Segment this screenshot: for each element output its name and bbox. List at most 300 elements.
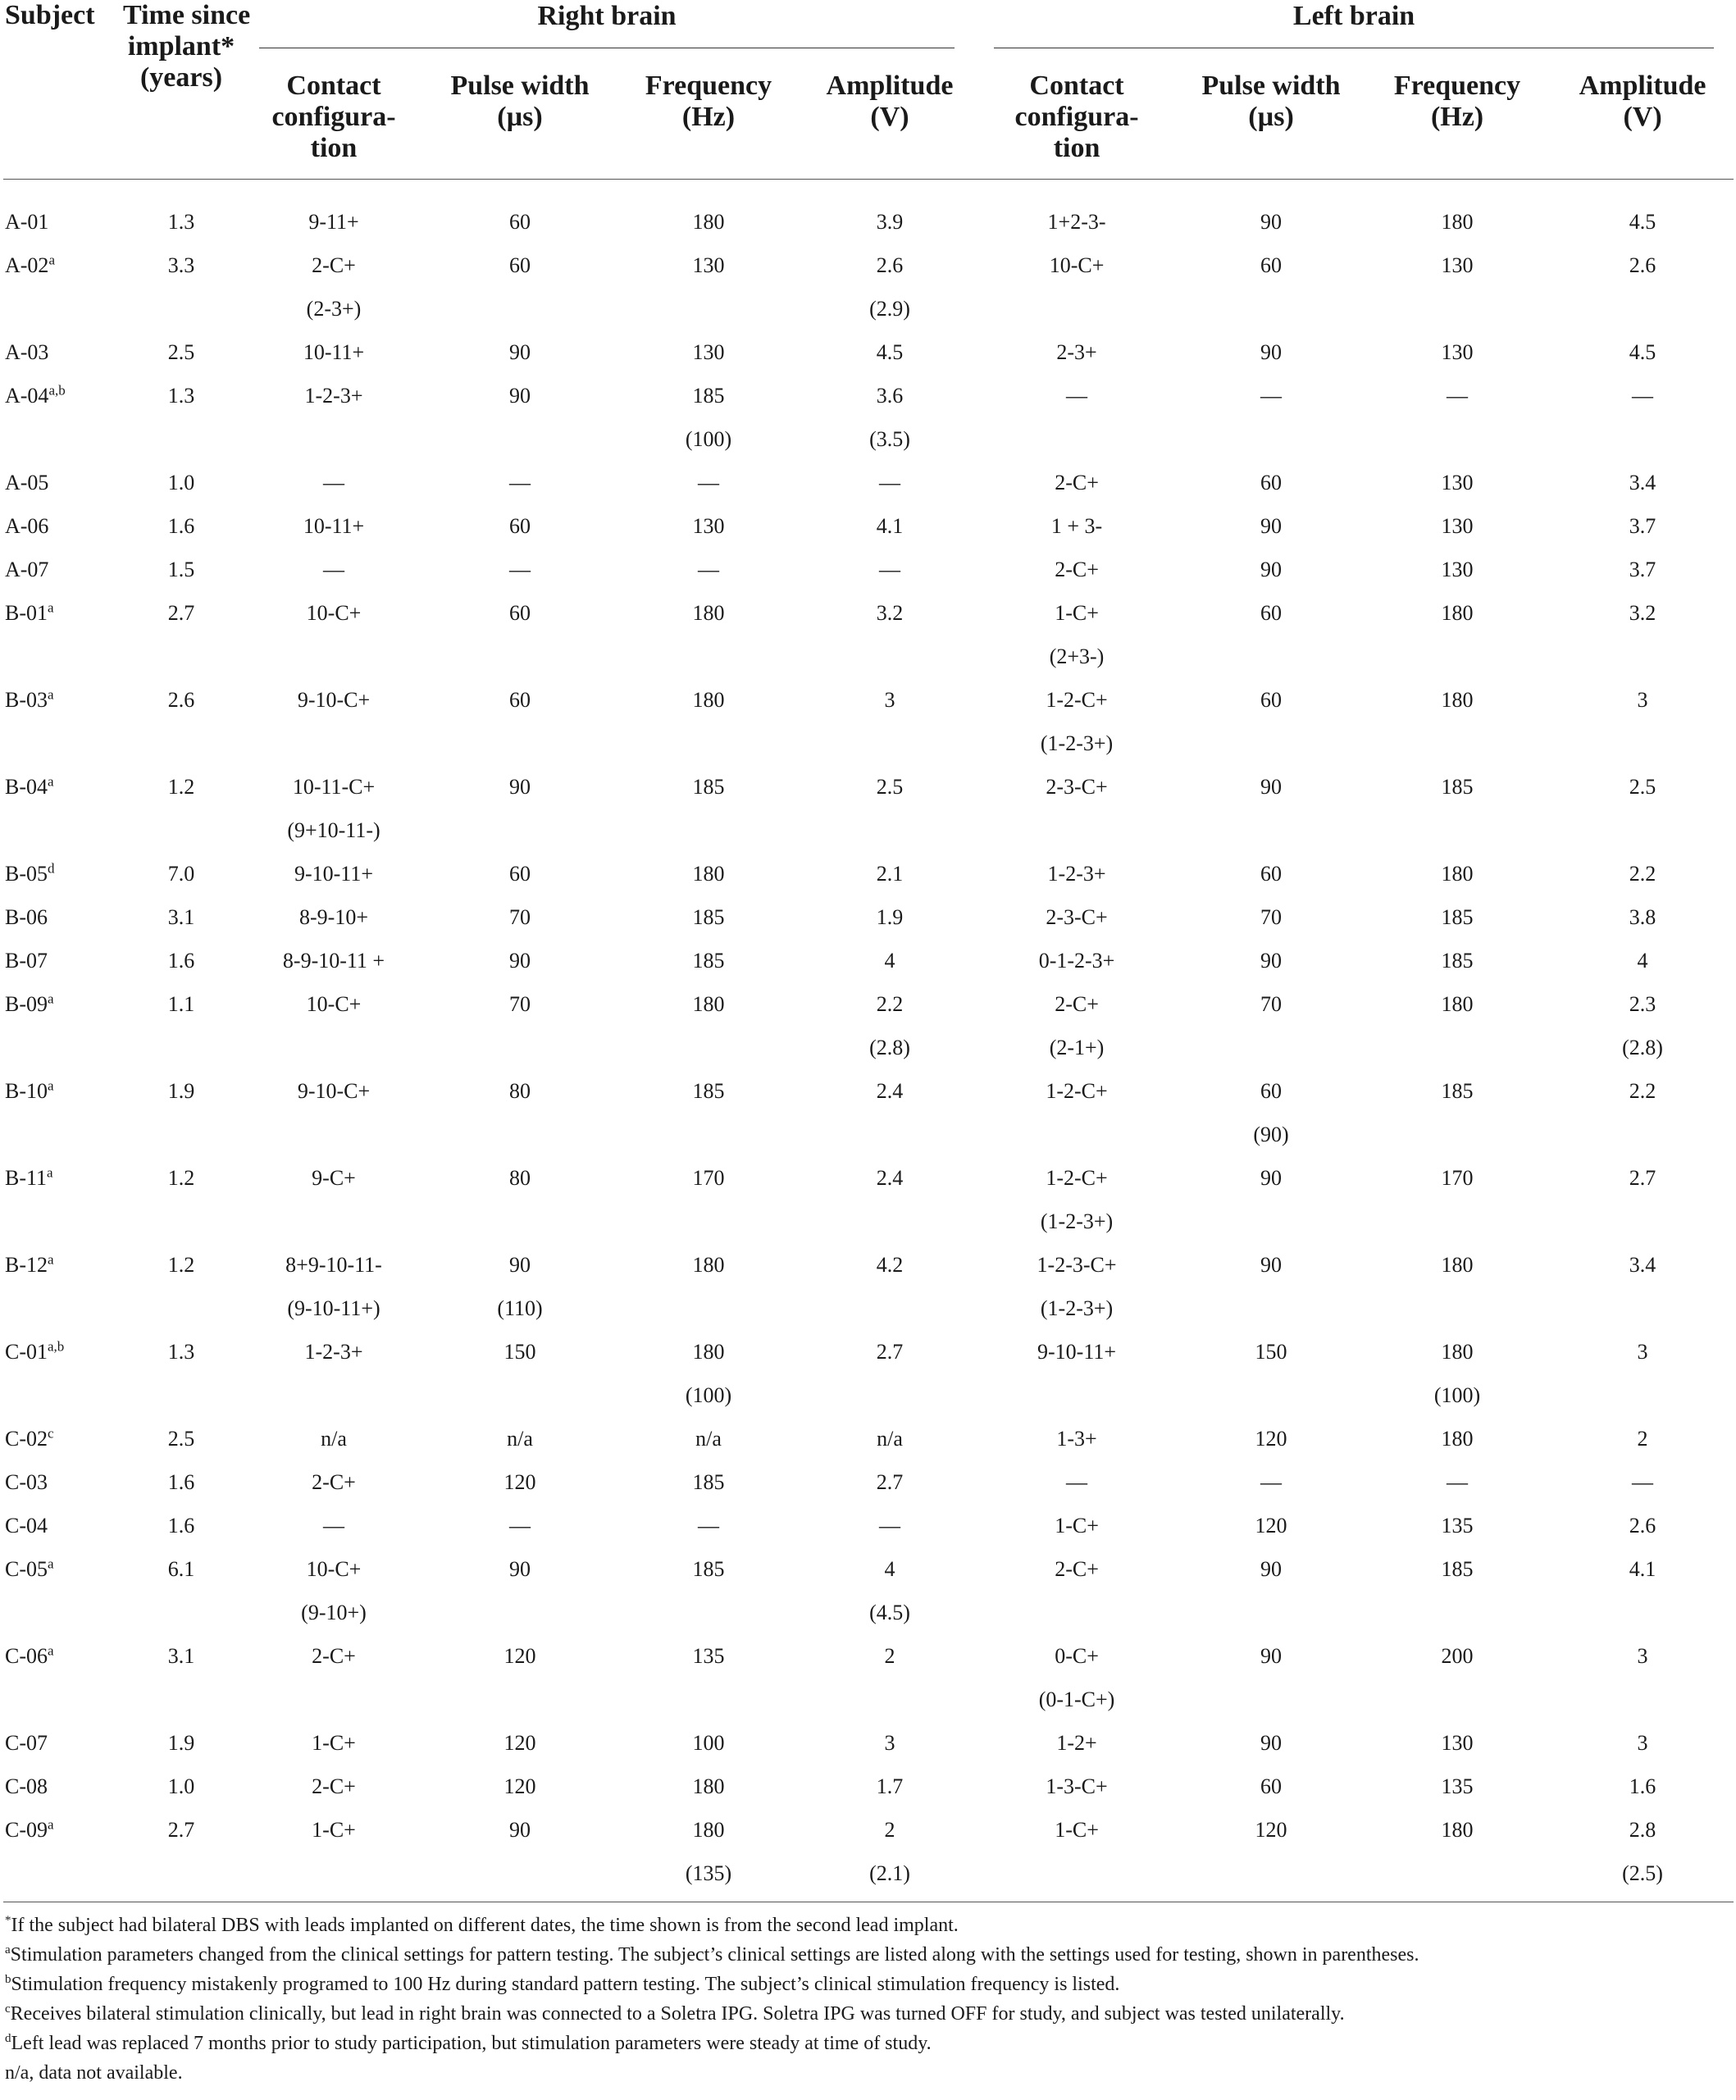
cell-value: 185 — [692, 1557, 725, 1581]
cell-value: — — [323, 1514, 344, 1537]
time-since-implant-cell: 3.1 — [167, 905, 195, 929]
cell-testing-value: (2-3+) — [306, 297, 362, 321]
cell-value: 185 — [1441, 1557, 1474, 1581]
footnote — [5, 1940, 1727, 1970]
cell-testing-value: (100) — [1433, 1383, 1481, 1407]
cell-value: 90 — [1260, 1644, 1283, 1668]
cell-value: — — [698, 1514, 719, 1537]
cell-value: 1+2-3- — [1047, 210, 1106, 234]
left-pulse-width-cell — [1179, 1069, 1363, 1156]
subject-cell — [3, 1504, 123, 1547]
left-contact-cell — [974, 1243, 1179, 1330]
cell-value: 8-9-10+ — [299, 905, 368, 929]
cell-value: 185 — [1441, 1079, 1474, 1103]
subject-id: C-05 — [5, 1557, 48, 1581]
left-contact-cell — [974, 1808, 1179, 1902]
right-amplitude-header: Amplitude (V) — [805, 49, 974, 180]
cell-value: 3.2 — [1629, 601, 1656, 625]
left-frequency-cell — [1363, 1460, 1551, 1504]
subject-cell — [3, 1417, 123, 1460]
cell-value: 185 — [692, 905, 725, 929]
right-frequency-cell — [612, 1547, 805, 1634]
left-pulse-width-cell — [1179, 1504, 1363, 1547]
right-amplitude-cell — [805, 1634, 974, 1721]
left-contact-cell — [974, 1721, 1179, 1765]
left-contact-cell — [974, 678, 1179, 765]
subject-cell — [3, 548, 123, 591]
left-amplitude-cell — [1551, 504, 1734, 548]
cell-value: 3.8 — [1629, 905, 1656, 929]
time-since-implant-cell: 1.6 — [167, 514, 195, 538]
footnote-text: Left lead was replaced 7 months prior to study participation, but stimulation parameters were steady at time of study. — [11, 2033, 932, 2054]
time-since-implant-cell: 1.0 — [167, 471, 195, 494]
cell-value: 2-C+ — [1055, 558, 1099, 581]
left-pulse-width-cell — [1179, 1547, 1363, 1634]
right-pulse-width-cell — [428, 1721, 612, 1765]
cell-value: 150 — [1255, 1340, 1287, 1364]
time-since-implant-cell: 2.7 — [123, 1808, 239, 1902]
cell-value: 90 — [1260, 340, 1283, 364]
right-pulse-width-cell — [428, 1460, 612, 1504]
table-row — [3, 1765, 1734, 1808]
cell-value: 180 — [692, 1774, 725, 1798]
right-pulse-width-cell — [428, 1634, 612, 1721]
cell-value: 60 — [1260, 253, 1283, 277]
left-contact-cell — [974, 1460, 1179, 1504]
time-since-implant-cell: 1.3 — [167, 210, 195, 234]
cell-value: 60 — [509, 514, 531, 538]
left-contact-cell — [974, 461, 1179, 504]
footnote-marker: a,b — [48, 1338, 65, 1355]
cell-value: 8+9-10-11- — [285, 1253, 382, 1277]
cell-value: 1-3-C+ — [1046, 1774, 1108, 1798]
cell-value: — — [1447, 384, 1469, 408]
cell-value: 4.2 — [876, 1253, 904, 1277]
right-pulse-width-cell — [428, 1243, 612, 1330]
cell-value: 170 — [692, 1166, 725, 1190]
left-frequency-cell — [1363, 895, 1551, 939]
cell-value: 9-10-11+ — [294, 862, 373, 886]
left-amplitude-cell — [1551, 1243, 1734, 1330]
cell-value: 1-2-3-C+ — [1037, 1253, 1117, 1277]
cell-value: 3.4 — [1629, 1253, 1656, 1277]
right-amplitude-cell — [805, 1547, 974, 1634]
left-frequency-cell — [1363, 1808, 1551, 1902]
subject-cell — [3, 504, 123, 548]
right-amplitude-cell — [805, 939, 974, 982]
right-pulse-width-cell — [428, 852, 612, 895]
cell-value: 70 — [1260, 905, 1283, 929]
footnote-marker: a — [47, 1164, 53, 1181]
cell-testing-value: (2-1+) — [1049, 1036, 1105, 1059]
cell-value: — — [698, 471, 719, 494]
right-contact-cell — [239, 939, 428, 982]
time-since-implant-cell: 2.5 — [167, 340, 195, 364]
cell-value: 2.2 — [1629, 1079, 1656, 1103]
cell-value: 90 — [1260, 514, 1283, 538]
time-since-implant-cell: 2.7 — [167, 601, 195, 625]
left-amplitude-cell — [1551, 1460, 1734, 1504]
cell-value: 180 — [1441, 1818, 1474, 1842]
subject-id: C-08 — [5, 1774, 48, 1798]
subject-id: B-06 — [5, 905, 48, 929]
table-row — [3, 330, 1734, 374]
cell-value: 90 — [1260, 775, 1283, 799]
footnote — [5, 1999, 1727, 2029]
right-pulse-width-header: Pulse width (µs) — [428, 49, 612, 180]
left-contact-cell — [974, 1330, 1179, 1417]
right-pulse-width-cell — [428, 374, 612, 461]
left-contact-cell — [974, 1547, 1179, 1634]
cell-value: 90 — [1260, 1731, 1283, 1755]
cell-value: 1 + 3- — [1050, 514, 1103, 538]
cell-value: — — [1260, 384, 1283, 408]
table-header — [3, 0, 1734, 180]
cell-value: 0-C+ — [1055, 1644, 1099, 1668]
cell-value: 70 — [1260, 992, 1283, 1016]
left-frequency-cell — [1363, 548, 1551, 591]
cell-value: 90 — [509, 1253, 531, 1277]
cell-value: 135 — [1441, 1774, 1474, 1798]
footnote — [5, 2058, 1727, 2088]
table-row — [3, 678, 1734, 765]
right-contact-cell — [239, 1417, 428, 1460]
cell-value: 1-2-C+ — [1046, 1079, 1108, 1103]
cell-value: 130 — [1441, 514, 1474, 538]
table-row — [3, 1504, 1734, 1547]
right-amplitude-cell — [805, 244, 974, 330]
left-frequency-cell — [1363, 765, 1551, 852]
cell-value: 2-C+ — [312, 1470, 356, 1494]
cell-value: 185 — [1441, 775, 1474, 799]
table-row — [3, 1634, 1734, 1721]
cell-value: 1-C+ — [1055, 1818, 1099, 1842]
cell-testing-value: (100) — [685, 1383, 732, 1407]
cell-value: 60 — [509, 210, 531, 234]
left-amplitude-cell — [1551, 852, 1734, 895]
footnote — [5, 1970, 1727, 1999]
time-since-implant-cell: 7.0 — [167, 862, 195, 886]
cell-testing-value: (100) — [685, 427, 732, 451]
left-frequency-cell — [1363, 374, 1551, 461]
subject-cell — [3, 982, 123, 1069]
time-since-implant-cell: 1.6 — [167, 1470, 195, 1494]
left-frequency-cell — [1363, 852, 1551, 895]
table-row — [3, 982, 1734, 1069]
cell-value: 0-1-2-3+ — [1038, 949, 1115, 973]
cell-value: 1-2-3+ — [304, 1340, 363, 1364]
cell-value: 2.7 — [1629, 1166, 1656, 1190]
right-contact-cell — [239, 180, 428, 244]
right-pulse-width-cell — [428, 1156, 612, 1243]
right-frequency-cell — [612, 1460, 805, 1504]
right-frequency-cell — [612, 591, 805, 678]
cell-value: 1.6 — [1629, 1774, 1656, 1798]
cell-value: 3.9 — [876, 210, 904, 234]
left-contact-cell — [974, 1156, 1179, 1243]
right-frequency-cell — [612, 1243, 805, 1330]
left-frequency-cell — [1363, 982, 1551, 1069]
left-amplitude-cell — [1551, 461, 1734, 504]
cell-value: 4.5 — [1629, 340, 1656, 364]
right-contact-cell — [239, 330, 428, 374]
footnote-marker: d — [5, 2032, 11, 2045]
cell-value: 2.8 — [1629, 1818, 1656, 1842]
cell-value: 90 — [509, 949, 531, 973]
left-contact-header: Contact configura- tion — [974, 49, 1179, 180]
cell-value: — — [1632, 384, 1654, 408]
cell-value: 90 — [1260, 1166, 1283, 1190]
right-pulse-width-cell — [428, 1417, 612, 1460]
left-frequency-cell — [1363, 504, 1551, 548]
footnote-marker: a — [48, 1556, 54, 1572]
cell-value: 2-3-C+ — [1046, 905, 1108, 929]
right-frequency-cell — [612, 982, 805, 1069]
table-row — [3, 1330, 1734, 1417]
footnote-marker: a — [48, 773, 54, 790]
left-amplitude-cell — [1551, 548, 1734, 591]
time-since-implant-cell: 1.2 — [167, 775, 195, 799]
left-pulse-width-cell — [1179, 330, 1363, 374]
left-pulse-width-cell — [1179, 1330, 1363, 1417]
cell-value: 80 — [509, 1166, 531, 1190]
footnote-marker: a — [48, 1077, 54, 1094]
left-pulse-width-cell — [1179, 895, 1363, 939]
left-amplitude-cell — [1551, 1417, 1734, 1460]
cell-value: 180 — [1441, 1253, 1474, 1277]
cell-value: 180 — [1441, 1427, 1474, 1451]
table-row — [3, 504, 1734, 548]
right-frequency-cell — [612, 765, 805, 852]
cell-value: 60 — [1260, 1774, 1283, 1798]
cell-value: 3.4 — [1629, 471, 1656, 494]
cell-value: 2.2 — [876, 992, 904, 1016]
right-contact-cell — [239, 852, 428, 895]
right-contact-cell — [239, 548, 428, 591]
right-frequency-cell — [612, 939, 805, 982]
footnote-marker: a,b — [48, 382, 66, 399]
cell-value: 60 — [509, 688, 531, 712]
left-frequency-cell — [1363, 1547, 1551, 1634]
left-amplitude-cell — [1551, 1808, 1734, 1902]
cell-value: 120 — [503, 1774, 536, 1798]
table-row — [3, 1460, 1734, 1504]
table-row — [3, 1243, 1734, 1330]
subject-id: B-09 — [5, 992, 48, 1016]
time-since-implant-cell: 1.6 — [167, 1514, 195, 1537]
footnote-marker: d — [48, 860, 55, 877]
right-contact-cell — [239, 1547, 428, 1634]
cell-testing-value: (2.9) — [869, 297, 910, 321]
left-pulse-width-cell — [1179, 1243, 1363, 1330]
left-pulse-width-cell — [1179, 765, 1363, 852]
cell-value: — — [509, 471, 531, 494]
table-row — [3, 180, 1734, 244]
cell-value: 90 — [509, 340, 531, 364]
time-since-implant-cell: 1.9 — [167, 1731, 195, 1755]
time-since-implant-cell: 3.1 — [167, 1644, 195, 1668]
right-pulse-width-cell — [428, 548, 612, 591]
right-contact-cell — [239, 374, 428, 461]
cell-value: 3 — [884, 1731, 895, 1755]
left-amplitude-cell — [1551, 1765, 1734, 1808]
right-contact-cell — [239, 1069, 428, 1156]
right-amplitude-cell — [805, 1417, 974, 1460]
right-amplitude-cell — [805, 982, 974, 1069]
left-frequency-cell — [1363, 1243, 1551, 1330]
left-amplitude-cell — [1551, 939, 1734, 982]
cell-value: 90 — [509, 1818, 531, 1842]
footnote-marker: b — [5, 1973, 11, 1986]
subject-id: B-05 — [5, 862, 48, 886]
cell-value: 10-11-C+ — [292, 775, 376, 799]
table-row — [3, 591, 1734, 678]
right-frequency-cell — [612, 1156, 805, 1243]
right-amplitude-cell — [805, 461, 974, 504]
left-pulse-width-cell — [1179, 1721, 1363, 1765]
right-brain-header: Right brain — [239, 0, 974, 49]
right-contact-cell — [239, 591, 428, 678]
subject-id: B-04 — [5, 775, 48, 799]
left-contact-cell — [974, 895, 1179, 939]
subject-cell — [3, 374, 123, 461]
right-pulse-width-cell — [428, 678, 612, 765]
table-row — [3, 1417, 1734, 1460]
cell-value: 180 — [1441, 862, 1474, 886]
time-since-implant-cell: 2.5 — [167, 1427, 195, 1451]
cell-value: — — [1066, 384, 1088, 408]
right-frequency-cell — [612, 1417, 805, 1460]
cell-testing-value: (2.8) — [1622, 1036, 1663, 1059]
footnote-text: Stimulation parameters changed from the clinical settings for pattern testing. The subject’s clinical settings are listed along with the settings used for testing, shown in parentheses. — [10, 1944, 1419, 1966]
cell-value: 9-10-C+ — [297, 688, 371, 712]
right-frequency-cell — [612, 1504, 805, 1547]
subject-id: A-07 — [5, 558, 49, 581]
cell-value: 180 — [1441, 601, 1474, 625]
cell-value: 1-C+ — [1055, 1514, 1099, 1537]
cell-value: 2 — [1637, 1427, 1648, 1451]
footnote-marker: a — [48, 599, 54, 616]
left-frequency-cell — [1363, 1156, 1551, 1243]
table-row — [3, 244, 1734, 330]
footnote-marker: a — [48, 1251, 54, 1268]
right-pulse-width-cell — [428, 1330, 612, 1417]
right-amplitude-cell — [805, 330, 974, 374]
left-amplitude-cell — [1551, 982, 1734, 1069]
left-frequency-header: Frequency (Hz) — [1363, 49, 1551, 180]
right-pulse-width-cell — [428, 180, 612, 244]
subject-id: B-12 — [5, 1253, 48, 1277]
cell-value: 10-11+ — [303, 514, 365, 538]
subject-cell — [3, 1808, 123, 1902]
right-amplitude-cell — [805, 504, 974, 548]
table-row — [3, 1069, 1734, 1156]
subject-id: C-02 — [5, 1427, 48, 1451]
left-frequency-cell — [1363, 591, 1551, 678]
cell-value: 185 — [1441, 949, 1474, 973]
cell-value: 90 — [1260, 1253, 1283, 1277]
cell-value: 180 — [692, 1253, 725, 1277]
cell-testing-value: (4.5) — [869, 1601, 910, 1624]
right-contact-cell — [239, 982, 428, 1069]
left-frequency-cell — [1363, 1634, 1551, 1721]
cell-value: 180 — [692, 1340, 725, 1364]
left-contact-cell — [974, 504, 1179, 548]
right-amplitude-cell — [805, 1721, 974, 1765]
left-frequency-cell — [1363, 1330, 1551, 1417]
left-pulse-width-cell — [1179, 180, 1363, 244]
left-amplitude-cell — [1551, 1504, 1734, 1547]
cell-value: 90 — [1260, 949, 1283, 973]
footnote-marker: a — [48, 252, 55, 268]
right-contact-header: Contact configura- tion — [239, 49, 428, 180]
right-frequency-cell — [612, 1765, 805, 1808]
cell-value: 2-C+ — [312, 1774, 356, 1798]
right-amplitude-cell — [805, 1330, 974, 1417]
right-contact-cell — [239, 504, 428, 548]
cell-value: — — [1066, 1470, 1088, 1494]
cell-value: 130 — [692, 253, 725, 277]
right-contact-cell — [239, 678, 428, 765]
right-frequency-cell — [612, 504, 805, 548]
cell-value: 60 — [1260, 688, 1283, 712]
cell-value: 80 — [509, 1079, 531, 1103]
left-brain-header: Left brain — [974, 0, 1734, 49]
cell-value: 4 — [884, 1557, 895, 1581]
time-since-implant-cell: 3.3 — [167, 253, 195, 277]
cell-value: — — [1632, 1470, 1654, 1494]
subject-cell — [3, 1156, 123, 1243]
left-contact-cell — [974, 180, 1179, 244]
cell-value: 10-C+ — [1049, 253, 1105, 277]
cell-value: 200 — [1441, 1644, 1474, 1668]
table-row — [3, 852, 1734, 895]
subject-id: A-02 — [5, 253, 49, 277]
cell-value: 120 — [1255, 1514, 1287, 1537]
cell-value: 180 — [692, 601, 725, 625]
cell-value: 2.4 — [876, 1079, 904, 1103]
subject-id: B-10 — [5, 1079, 48, 1103]
cell-value: 2 — [884, 1818, 895, 1842]
right-pulse-width-cell — [428, 330, 612, 374]
footnote-marker: c — [5, 2002, 11, 2016]
cell-value: 60 — [1260, 601, 1283, 625]
cell-value: 3.7 — [1629, 558, 1656, 581]
cell-value: 120 — [503, 1470, 536, 1494]
time-since-implant-cell: 1.3 — [167, 1340, 195, 1364]
cell-value: — — [879, 558, 901, 581]
cell-value: — — [323, 558, 344, 581]
cell-value: 2.6 — [1629, 253, 1656, 277]
left-frequency-cell — [1363, 244, 1551, 330]
subject-id: C-03 — [5, 1470, 48, 1494]
table-row — [3, 939, 1734, 982]
cell-value: 120 — [1255, 1818, 1287, 1842]
cell-value: 3.6 — [876, 384, 904, 408]
right-frequency-cell — [612, 1808, 805, 1902]
subject-cell — [3, 1721, 123, 1765]
table-row — [3, 895, 1734, 939]
cell-value: 1-2-C+ — [1046, 688, 1108, 712]
cell-value: 9-10-C+ — [297, 1079, 371, 1103]
cell-value: 1.9 — [876, 905, 904, 929]
right-amplitude-cell — [805, 1069, 974, 1156]
subject-id: B-01 — [5, 601, 48, 625]
left-frequency-cell — [1363, 1721, 1551, 1765]
cell-value: 2.2 — [1629, 862, 1656, 886]
right-amplitude-cell — [805, 548, 974, 591]
cell-value: 70 — [509, 992, 531, 1016]
